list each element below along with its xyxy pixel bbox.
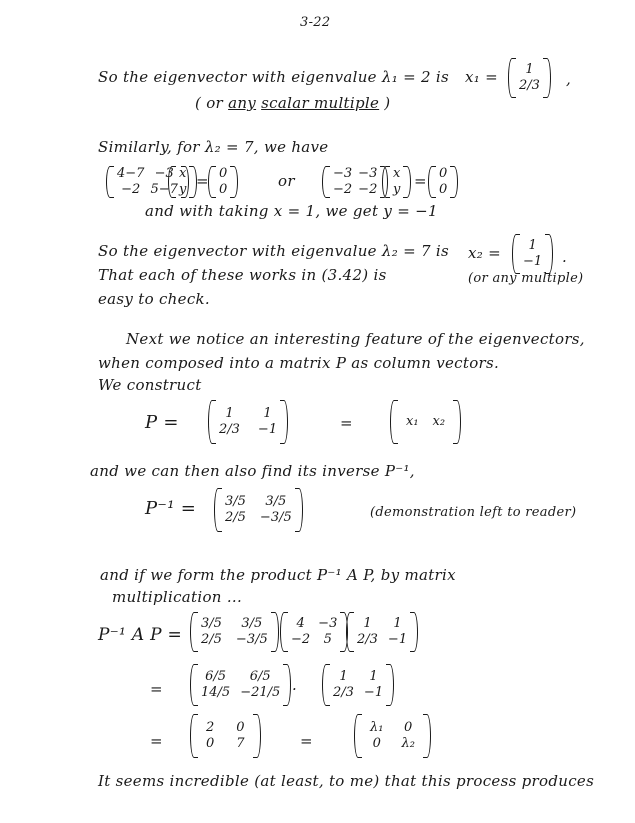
matrix-pinv-a: 6/5 6/5 14/5 −21/5 bbox=[190, 664, 291, 706]
text-inverse: and we can then also find its inverse P⁻¹, bbox=[90, 462, 415, 480]
matrix-a: 4 −3 −2 5 bbox=[280, 612, 348, 652]
equals-5: = bbox=[150, 732, 163, 750]
vector-zero-2: 0 0 bbox=[428, 166, 458, 198]
text-next-notice: Next we notice an interesting feature of the eigenvectors, bbox=[126, 330, 585, 348]
equals-2: = bbox=[414, 172, 427, 190]
text-demonstration: (demonstration left to reader) bbox=[370, 505, 577, 520]
text-x2-equals: x₂ = bbox=[468, 244, 502, 262]
matrix-p-step2: 1 1 2/3 −1 bbox=[322, 664, 394, 706]
vector-xy-1: x y bbox=[168, 166, 197, 198]
text-form-product: and if we form the product P⁻¹ A P, by matrix bbox=[100, 566, 456, 584]
matrix-diagonal-result: 2 0 0 7 bbox=[190, 714, 261, 758]
matrix-p-step1: 1 1 2/3 −1 bbox=[346, 612, 418, 652]
dot-multiply: · bbox=[292, 680, 298, 698]
text-incredible: It seems incredible (at least, to me) that this process produces bbox=[98, 772, 595, 790]
text-each-works: That each of these works in (3.42) is bbox=[98, 266, 387, 284]
text-easy-check: easy to check. bbox=[98, 290, 210, 308]
equals-3: = bbox=[340, 414, 353, 432]
page-number: 3-22 bbox=[300, 15, 331, 30]
matrix-p-inverse: 3/5 3/5 2/5 −3/5 bbox=[214, 488, 303, 532]
matrix-a-minus-7i: 4−7 −3 −2 5−7 bbox=[106, 166, 189, 198]
matrix-p-columns: x₁ x₂ bbox=[390, 400, 461, 444]
text-eigenvector-lambda1: So the eigenvector with eigenvalue λ₁ = 2 is bbox=[98, 68, 450, 86]
text-or: or bbox=[278, 172, 295, 190]
text-we-construct: We construct bbox=[98, 376, 202, 394]
text-composed: when composed into a matrix P as column vectors. bbox=[98, 354, 500, 372]
equals-6: = bbox=[300, 732, 313, 750]
comma: , bbox=[566, 70, 572, 88]
text-or-any-multiple: (or any multiple) bbox=[468, 271, 584, 286]
matrix-pinv-step1: 3/5 3/5 2/5 −3/5 bbox=[190, 612, 279, 652]
text-or-scalar-multiple: ( or any scalar multiple ) bbox=[195, 94, 391, 112]
label-p-inverse: P⁻¹ = bbox=[145, 498, 197, 519]
vector-x2: 1 −1 bbox=[512, 234, 553, 274]
matrix-lambda-diagonal: λ₁ 0 0 λ₂ bbox=[354, 714, 431, 758]
text-taking-x1: and with taking x = 1, we get y = −1 bbox=[145, 202, 438, 220]
vector-x1: 1 2/3 bbox=[508, 58, 551, 98]
matrix-p: 1 1 2/3 −1 bbox=[208, 400, 288, 444]
text-x1-equals: x₁ = bbox=[465, 68, 499, 86]
vector-zero-1: 0 0 bbox=[208, 166, 238, 198]
text-similarly: Similarly, for λ₂ = 7, we have bbox=[98, 138, 329, 156]
label-p: P = bbox=[145, 412, 179, 433]
vector-xy-2: x y bbox=[382, 166, 411, 198]
label-pinv-a-p: P⁻¹ A P = bbox=[98, 625, 183, 645]
equals-4: = bbox=[150, 680, 163, 698]
equals-1: = bbox=[196, 172, 209, 190]
period: . bbox=[562, 248, 568, 266]
matrix-simplified: −3 −3 −2 −2 bbox=[322, 166, 388, 198]
text-eigenvector-lambda2: So the eigenvector with eigenvalue λ₂ = 7 is bbox=[98, 242, 450, 260]
text-multiplication: multiplication ... bbox=[112, 588, 243, 606]
